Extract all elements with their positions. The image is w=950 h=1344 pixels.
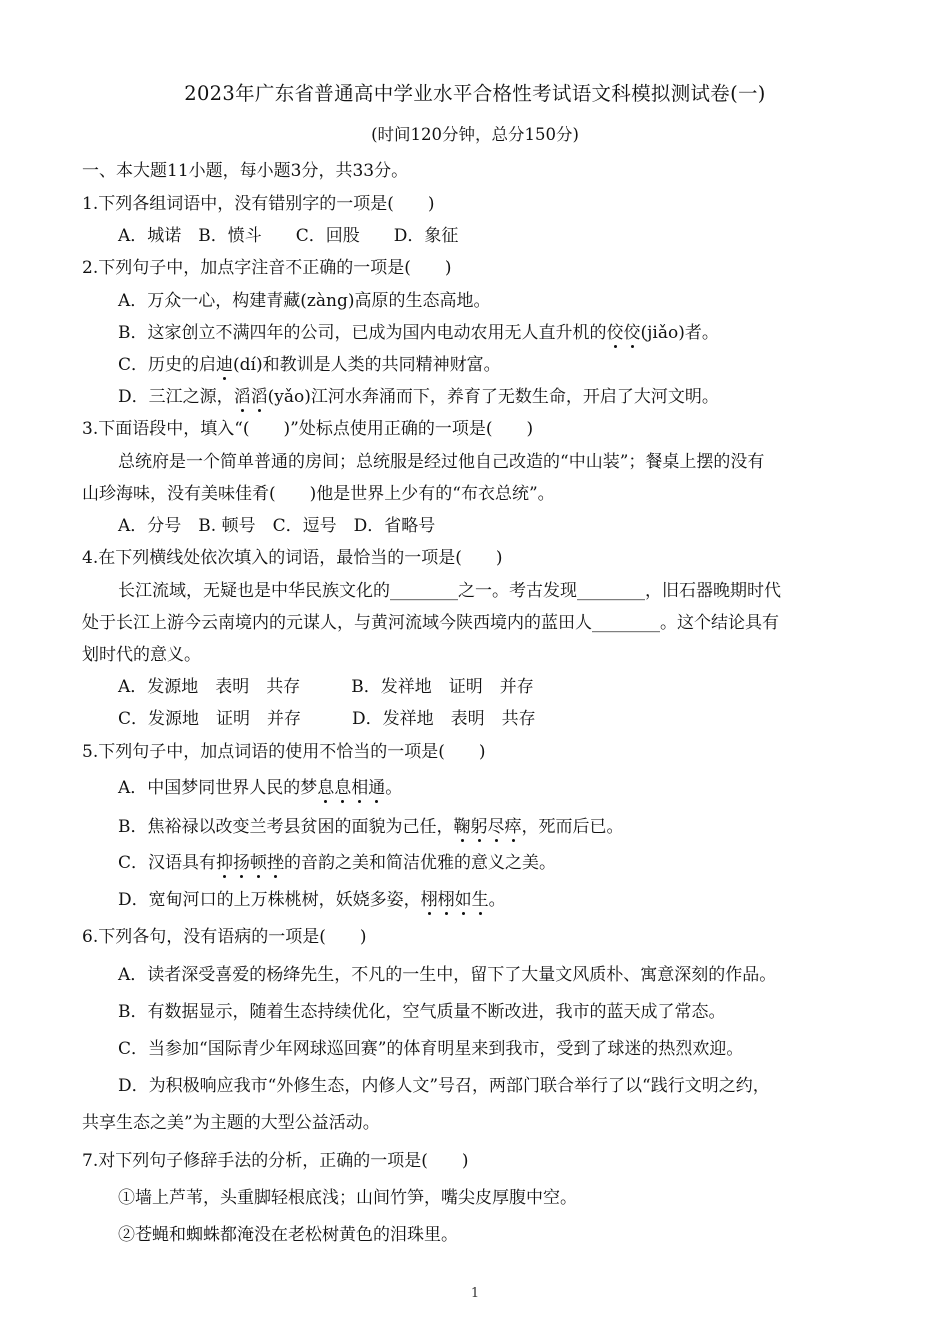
q5-d-dotted: [421, 890, 489, 910]
exam-subtitle: (时间120分钟，总分150分): [371, 125, 579, 144]
q5-c-post: 的音韵之美和简洁优雅的意义之美。: [284, 853, 557, 873]
q4-stem: 4.在下列横线处依次填入的词语，最恰当的一项是( ): [82, 548, 503, 568]
page-number: 1: [470, 1286, 480, 1301]
emphasis-char: 顿: [250, 853, 268, 873]
emphasis-char: 通: [368, 778, 386, 798]
q1-stem: 1.下列各组词语中，没有错别字的一项是( ): [82, 194, 435, 214]
emphasis-char: 扬: [233, 853, 251, 873]
q6-stem: 6.下列各句，没有语病的一项是( ): [82, 927, 367, 947]
q2-c-dotted: [216, 355, 233, 375]
q6-option-c: C．当参加“国际青少年网球巡回赛”的体育明星来到我市，受到了球迷的热烈欢迎。: [118, 1039, 744, 1059]
q2-d-post: (yǎo)江河水奔涌而下，养育了无数生命，开启了大河文明。: [267, 387, 719, 407]
q4-passage-line3: 划时代的意义。: [82, 645, 201, 665]
emphasis-char: 栩: [420, 890, 438, 910]
emphasis-char: 生: [471, 890, 489, 910]
emphasis-char: 佼: [623, 323, 641, 343]
q6-option-b: B．有数据显示，随着生态持续优化，空气质量不断改进，我市的蓝天成了常态。: [118, 1002, 726, 1022]
q6-option-d-line1: D．为积极响应我市“外修生态，内修人文”号召，两部门联合举行了以“践行文明之约，: [118, 1076, 770, 1096]
q2-option-a: A．万众一心，构建青藏(zàng)高原的生态高地。: [118, 291, 491, 311]
q5-b-dotted: [454, 817, 522, 837]
q4-options-row2: C．发源地 证明 并存 D．发祥地 表明 共存: [118, 709, 536, 729]
emphasis-char: 如: [454, 890, 472, 910]
q2-c-pre: C．历史的启: [118, 355, 217, 375]
emphasis-char: 滔: [233, 387, 251, 407]
q3-stem: 3.下面语段中，填入“( )”处标点使用正确的一项是( ): [82, 419, 534, 439]
emphasis-char: 相: [351, 778, 369, 798]
q5-option-b: [118, 812, 624, 837]
emphasis-char: 鞠: [453, 817, 471, 837]
emphasis-char: 抑: [216, 853, 234, 873]
q1-options: A．城诺 B．愤斗 C．回股 D．象征: [118, 226, 459, 246]
q2-d-pre: D．三江之源，: [118, 387, 234, 407]
q4-passage-line2: 处于长江上游今云南境内的元谋人，与黄河流域今陕西境内的蓝田人________。这个结论具有: [82, 613, 779, 633]
q7-stem: 7.对下列句子修辞手法的分析，正确的一项是( ): [82, 1151, 469, 1171]
q5-a-dotted: [317, 778, 385, 798]
q3-passage-line1: 总统府是一个简单普通的房间；总统服是经过他自己改造的“中山装”；餐桌上摆的没有: [118, 452, 765, 472]
q2-b-post: (jiǎo)者。: [640, 323, 719, 343]
emphasis-char: 息: [334, 778, 352, 798]
q5-option-d: [118, 885, 506, 910]
emphasis-char: 瘁: [504, 817, 522, 837]
q5-a-post: 。: [385, 778, 403, 798]
emphasis-char: 滔: [250, 387, 268, 407]
q2-d-dotted: [234, 387, 268, 407]
q7-sentence-2: ②苍蝇和蜘蛛都淹没在老松树黄色的泪珠里。: [118, 1225, 458, 1245]
q5-d-pre: D．宽甸河口的上万株桃树，妖娆多姿，: [118, 890, 421, 910]
q5-b-pre: B．焦裕禄以改变兰考县贫困的面貌为己任，: [118, 817, 454, 837]
q3-passage-line2: 山珍海味，没有美味佳肴( )他是世界上少有的“布衣总统”。: [82, 484, 555, 504]
q2-option-c: [118, 350, 501, 375]
q5-option-a: [118, 773, 402, 798]
q3-options: A．分号 B. 顿号 C．逗号 D．省略号: [118, 516, 436, 536]
q2-option-d: [118, 382, 719, 407]
exam-title: 2023年广东省普通高中学业水平合格性考试语文科模拟测试卷(一): [184, 82, 766, 105]
section-heading: 一、本大题11小题，每小题3分，共33分。: [82, 161, 409, 181]
q7-sentence-1: ①墙上芦苇，头重脚轻根底浅；山间竹笋，嘴尖皮厚腹中空。: [118, 1188, 577, 1208]
q5-a-pre: A．中国梦同世界人民的梦: [118, 778, 318, 798]
emphasis-char: 躬: [470, 817, 488, 837]
emphasis-char: 尽: [487, 817, 505, 837]
q2-option-b: [118, 318, 719, 343]
emphasis-char: 佼: [606, 323, 624, 343]
q5-stem: 5.下列句子中，加点词语的使用不恰当的一项是( ): [82, 742, 486, 762]
q6-option-d-line2: 共享生态之美”为主题的大型公益活动。: [82, 1113, 380, 1133]
emphasis-char: 息: [317, 778, 335, 798]
q5-c-dotted: [216, 853, 284, 873]
q4-options-row1: A．发源地 表明 共存 B．发祥地 证明 并存: [118, 677, 534, 697]
emphasis-char: 栩: [437, 890, 455, 910]
q2-c-post: (dí)和教训是人类的共同精神财富。: [233, 355, 501, 375]
q5-b-post: ，死而后已。: [521, 817, 624, 837]
emphasis-char: 挫: [267, 853, 285, 873]
q2-b-dotted: [607, 323, 641, 343]
q2-stem: 2.下列句子中，加点字注音不正确的一项是( ): [82, 258, 452, 278]
q5-c-pre: C．汉语具有: [118, 853, 217, 873]
q5-option-c: [118, 848, 556, 873]
q6-option-a: A．读者深受喜爱的杨绛先生，不凡的一生中，留下了大量文风质朴、寓意深刻的作品。: [118, 965, 777, 985]
q4-passage-line1: 长江流域，无疑也是中华民族文化的________之一。考古发现________，旧石器晚期时代: [118, 581, 781, 601]
q5-d-post: 。: [488, 890, 506, 910]
q2-b-pre: B．这家创立不满四年的公司，已成为国内电动农用无人直升机的: [118, 323, 607, 343]
emphasis-char: 迪: [216, 355, 234, 375]
